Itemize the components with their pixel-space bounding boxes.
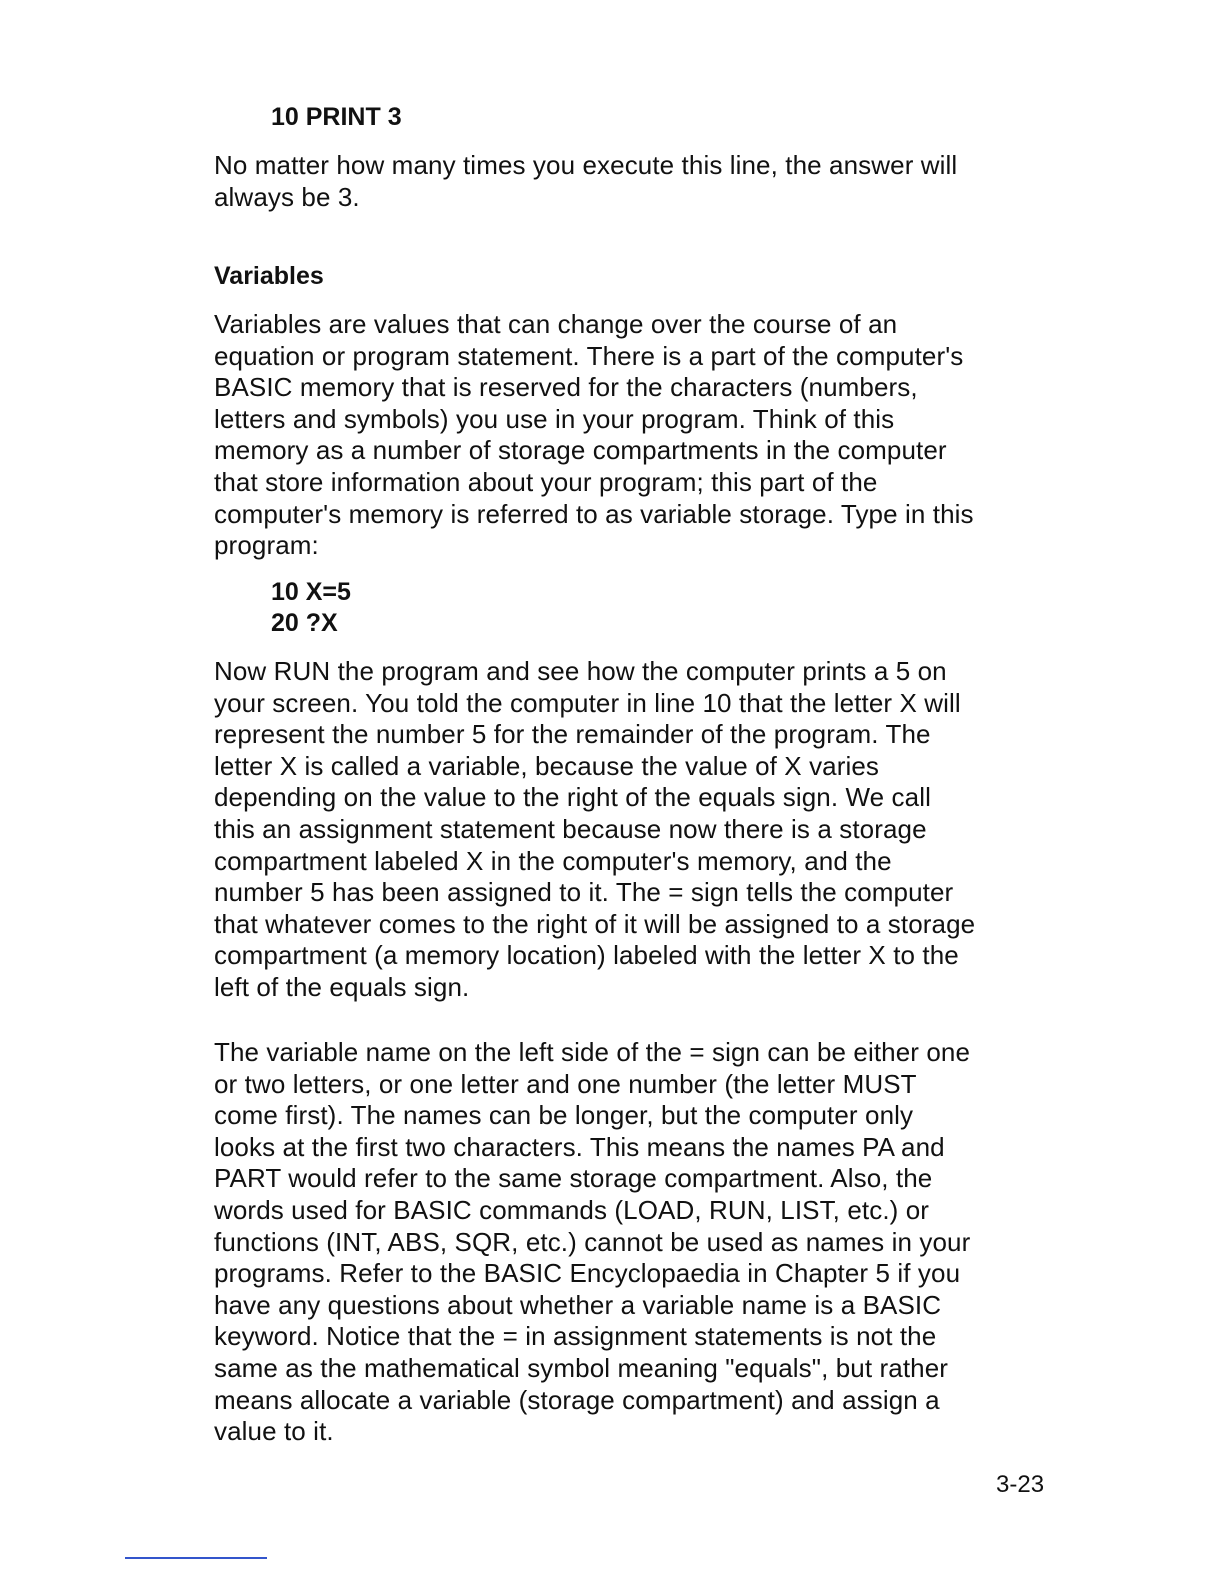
paragraph-variables-definition: Variables are values that can change over the course of an equation or program statement. There is a part of the computer's BASIC memory that is reserved for the characters (numbers, letters and symbols) you use in your program. Think of this memory as a number of storage compartments in the computer that store information about your program; this part of the computer's memory is referred to as variable storage. Type in this program:	[214, 309, 974, 561]
paragraph-run-program: Now RUN the program and see how the computer prints a 5 on your screen. You told the computer in line 10 that the letter X will represent the number 5 for the remainder of the program. The letter X is called a variable, because the value of X varies depending on the value to the right of the equals sign. We call this an assignment statement because now there is a storage compartment labeled X in the computer's memory, and the number 5 has been assigned to it. The = sign tells the computer that whatever comes to the right of it will be assigned to a storage compartment (a memory location) labeled with the letter X to the left of the equals sign.	[214, 656, 976, 1002]
code-line-assign: 10 X=5	[271, 578, 351, 606]
page-number: 3-23	[996, 1471, 1045, 1498]
code-line-print: 10 PRINT 3	[271, 103, 402, 131]
paragraph-variable-names: The variable name on the left side of the = sign can be either one or two letters, or one letter and one number (the letter MUST come first). The names can be longer, but the computer only looks at the first two characters. This means the names PA and PART would refer to the same storage compartment. Also, the words used for BASIC commands (LOAD, RUN, LIST, etc.) or functions (INT, ABS, SQR, etc.) cannot be used as names in your programs. Refer to the BASIC Encyclopaedia in Chapter 5 if you have any questions about whether a variable name is a BASIC keyword. Notice that the = in assignment statements is not the same as the mathematical symbol meaning "equals", but rather means allocate a variable (storage compartment) and assign a value to it.	[214, 1037, 971, 1447]
paragraph-intro: No matter how many times you execute this line, the answer will always be 3.	[214, 150, 958, 212]
section-heading-variables: Variables	[214, 262, 324, 290]
footer-rule	[125, 1557, 267, 1559]
code-line-print-x: 20 ?X	[271, 609, 338, 637]
